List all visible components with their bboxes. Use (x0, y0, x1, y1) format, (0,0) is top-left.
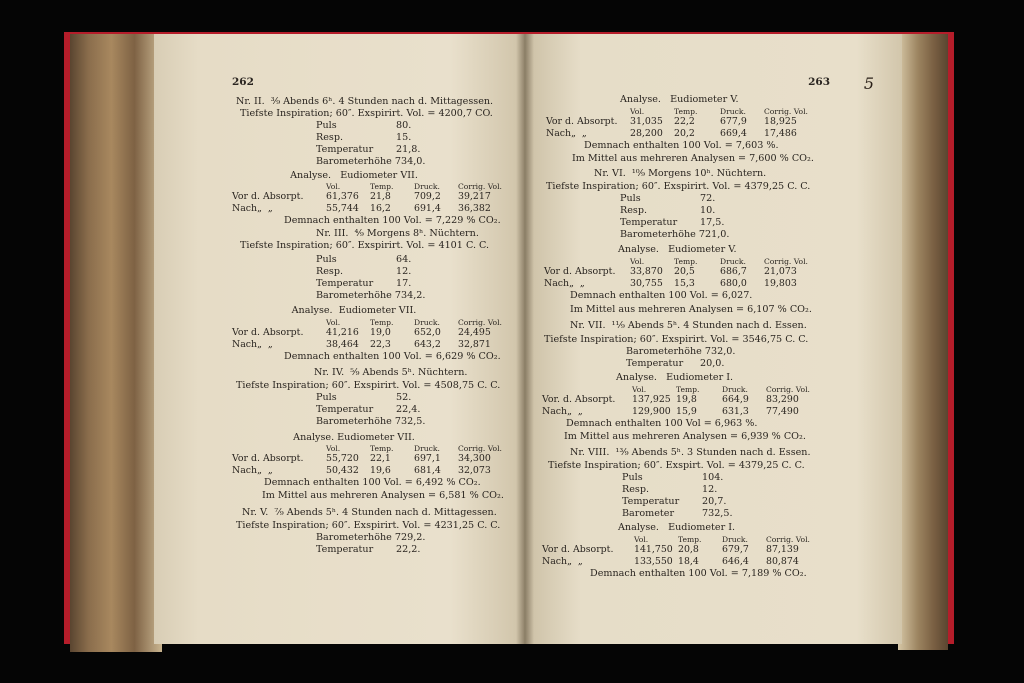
vital-label: Puls (620, 193, 641, 204)
table-row (154, 191, 524, 203)
table-row (524, 406, 902, 418)
table-row (524, 278, 902, 290)
vital-label: Resp. (620, 205, 648, 216)
table-cell: 643,2 (414, 339, 441, 350)
vital-value: 20,0. (700, 358, 725, 369)
result-nr-iii: Demnach enthalten 100 Vol. = 6,629 % CO₂. (284, 351, 501, 362)
vital-value: 80. (396, 120, 412, 131)
heading-nr-vi: Nr. VI. ¹⁰⁄₉ Morgens 10ʰ. Nüchtern. (594, 168, 767, 179)
vital-row (626, 358, 725, 370)
vital-row (622, 496, 727, 508)
analyse-nr-iv: Analyse. Eudiometer VII. (293, 432, 415, 443)
table-cell: 77,490 (766, 406, 799, 417)
table-cell: 32,073 (458, 465, 491, 476)
analyse-nr-vii: Analyse. Eudiometer I. (616, 372, 734, 383)
open-book (64, 28, 954, 656)
column-header: Druck. (720, 257, 746, 266)
row-label: Nach„ „ (232, 339, 273, 350)
table-cell: 679,7 (722, 544, 749, 555)
heading-nr-viii: Nr. VIII. ¹³⁄₉ Abends 5ʰ. 3 Stunden nach d. Essen. (570, 447, 811, 458)
vital-label: Temperatur (316, 144, 374, 155)
row-label: Nach„ „ (542, 406, 583, 417)
result-nr-ii: Demnach enthalten 100 Vol. = 7,229 % CO₂. (284, 215, 501, 226)
column-header: Temp. (370, 318, 394, 327)
result-nr-vii: Demnach enthalten 100 Vol = 6,963 %. (566, 418, 758, 429)
table-cell: 80,874 (766, 556, 799, 567)
table-cell: 30,755 (630, 278, 663, 289)
table-cell: 41,216 (326, 327, 359, 338)
average-nr-vi: Im Mittel aus mehreren Analysen = 6,107 % CO₂. (570, 304, 812, 315)
vital-value: 20,7. (702, 496, 727, 507)
vital-value: 21,8. (396, 144, 421, 155)
average-a: Im Mittel aus mehreren Analysen = 7,600 % CO₂. (572, 153, 814, 164)
margin-mark: 5 (863, 74, 874, 93)
row-label: Vor d. Absorpt. (546, 116, 618, 127)
vital-label: Temperatur (316, 278, 374, 289)
table-cell: 686,7 (720, 266, 747, 277)
column-header: Temp. (678, 535, 702, 544)
table-cell: 691,4 (414, 203, 441, 214)
vital-label: Barometerhöhe 734,0. (316, 156, 426, 167)
heading-nr-iii: Nr. III. ⁴⁄₉ Morgens 8ʰ. Nüchtern. (316, 228, 479, 239)
vital-label: Resp. (316, 266, 344, 277)
right-page (524, 34, 902, 644)
table-cell: 631,3 (722, 406, 749, 417)
vital-row (626, 346, 735, 358)
vital-value: 17. (396, 278, 412, 289)
vital-label: Temperatur (620, 217, 678, 228)
column-header: Druck. (414, 318, 440, 327)
inspiration-nr-viii: Tiefste Inspiration; 60″. Exspirt. Vol. = 4379,25 C. C. (548, 460, 805, 471)
column-header: Corrig. Vol. (766, 535, 810, 544)
result-nr-iv: Demnach enthalten 100 Vol. = 6,492 % CO₂. (264, 477, 481, 488)
column-header: Corrig. Vol. (458, 444, 502, 453)
column-header: Vol. (630, 107, 645, 116)
column-header: Corrig. Vol. (764, 107, 808, 116)
vital-row (316, 416, 425, 428)
row-label: Vor d. Absorpt. (232, 327, 304, 338)
vital-row (316, 532, 425, 544)
vital-row (622, 484, 718, 496)
vital-label: Barometerhöhe 732,0. (626, 346, 736, 357)
vital-value: 12. (396, 266, 412, 277)
vital-row (316, 544, 421, 556)
row-label: Vor d. Absorpt. (542, 544, 614, 555)
vital-label: Resp. (316, 132, 344, 143)
table-row (154, 453, 524, 465)
row-label: Nach„ „ (232, 465, 273, 476)
vital-label: Temperatur (622, 496, 680, 507)
table-cell: 652,0 (414, 327, 441, 338)
inspiration-nr-vii: Tiefste Inspiration; 60″. Exspirirt. Vol. = 3546,75 C. C. (544, 334, 809, 345)
column-header: Vol. (326, 318, 341, 327)
vital-row (622, 508, 733, 520)
analyse-nr-viii: Analyse. Eudiometer I. (618, 522, 736, 533)
vital-row (620, 229, 729, 241)
column-header: Vol. (632, 385, 647, 394)
table-cell: 15,3 (674, 278, 695, 289)
result-nr-viii: Demnach enthalten 100 Vol. = 7,189 % CO₂. (590, 568, 807, 579)
table-cell: 129,900 (632, 406, 671, 417)
vital-row (316, 290, 425, 302)
table-cell: 18,925 (764, 116, 797, 127)
table-cell: 681,4 (414, 465, 441, 476)
table-cell: 87,139 (766, 544, 799, 555)
vital-row (316, 404, 421, 416)
heading-nr-vii: Nr. VII. ¹¹⁄₉ Abends 5ʰ. 4 Stunden nach d. Essen. (570, 320, 807, 331)
inspiration-nr-ii: Tiefste Inspiration; 60″. Exspirirt. Vol. = 4200,7 CO. (240, 108, 493, 119)
table-cell: 664,9 (722, 394, 749, 405)
table-cell: 133,550 (634, 556, 673, 567)
table-cell: 28,200 (630, 128, 663, 139)
table-cell: 22,2 (674, 116, 695, 127)
vital-value: 10. (700, 205, 716, 216)
table-cell: 21,073 (764, 266, 797, 277)
vital-label: Barometerhöhe 734,2. (316, 290, 426, 301)
table-row (524, 556, 902, 568)
vital-value: 732,5. (702, 508, 733, 519)
column-header: Vol. (634, 535, 649, 544)
table-row (524, 128, 902, 140)
vital-value: 17,5. (700, 217, 725, 228)
table-cell: 22,3 (370, 339, 391, 350)
table-cell: 19,0 (370, 327, 391, 338)
table-cell: 20,8 (678, 544, 699, 555)
heading-nr-ii: Nr. II. ³⁄₉ Abends 6ʰ. 4 Stunden nach d. Mittagessen. (236, 96, 494, 107)
vital-value: 64. (396, 254, 412, 265)
column-header: Druck. (720, 107, 746, 116)
book-gutter (516, 34, 534, 644)
column-header: Druck. (722, 385, 748, 394)
table-cell: 55,720 (326, 453, 359, 464)
table-cell: 39,217 (458, 191, 491, 202)
vital-label: Temperatur (316, 404, 374, 415)
column-header: Temp. (370, 444, 394, 453)
result-nr-vi: Demnach enthalten 100 Vol. = 6,027. (570, 290, 753, 301)
vital-row (316, 144, 421, 156)
table-row (154, 203, 524, 215)
column-header: Temp. (370, 182, 394, 191)
column-header: Druck. (414, 444, 440, 453)
table-cell: 680,0 (720, 278, 747, 289)
column-header: Vol. (630, 257, 645, 266)
vital-row (622, 472, 724, 484)
vital-row (316, 266, 412, 278)
table-cell: 17,486 (764, 128, 797, 139)
vital-label: Puls (316, 254, 337, 265)
table-cell: 19,8 (676, 394, 697, 405)
vital-label: Temperatur (316, 544, 374, 555)
table-cell: 137,925 (632, 394, 671, 405)
table-cell: 21,8 (370, 191, 391, 202)
table-row (524, 544, 902, 556)
row-label: Nach„ „ (232, 203, 273, 214)
analyse-nr-ii: Analyse. Eudiometer VII. (290, 170, 418, 181)
column-header: Temp. (674, 257, 698, 266)
table-cell: 19,803 (764, 278, 797, 289)
table-cell: 15,9 (676, 406, 697, 417)
vital-row (316, 278, 412, 290)
table-row (524, 394, 902, 406)
vital-row (316, 254, 412, 266)
vital-label: Temperatur (626, 358, 684, 369)
vital-row (316, 156, 425, 168)
analyse-nr-iii: Analyse. Eudiometer VII. (291, 305, 417, 316)
table-cell: 677,9 (720, 116, 747, 127)
column-header: Corrig. Vol. (764, 257, 808, 266)
average-nr-iv: Im Mittel aus mehreren Analysen = 6,581 % CO₂. (262, 490, 504, 501)
page-edges-right (898, 34, 948, 650)
table-cell: 20,5 (674, 266, 695, 277)
vital-label: Resp. (622, 484, 650, 495)
heading-nr-iv: Nr. IV. ⁵⁄₉ Abends 5ʰ. Nüchtern. (314, 367, 468, 378)
inspiration-nr-vi: Tiefste Inspiration; 60″. Exspirirt. Vol. = 4379,25 C. C. (546, 181, 811, 192)
result-a: Demnach enthalten 100 Vol. = 7,603 %. (584, 140, 779, 151)
table-cell: 22,1 (370, 453, 391, 464)
page-edges-left (70, 34, 162, 652)
page-number-left: 262 (232, 76, 254, 88)
page-number-right: 263 (808, 76, 830, 88)
table-cell: 31,035 (630, 116, 663, 127)
vital-row (620, 193, 716, 205)
column-header: Druck. (722, 535, 748, 544)
vital-value: 104. (702, 472, 724, 483)
table-row (154, 465, 524, 477)
average-nr-vii: Im Mittel aus mehreren Analysen = 6,939 % CO₂. (564, 431, 806, 442)
table-row (154, 327, 524, 339)
column-header: Vol. (326, 444, 341, 453)
table-cell: 50,432 (326, 465, 359, 476)
analyse-nr-vi: Analyse. Eudiometer V. (618, 244, 737, 255)
table-cell: 55,744 (326, 203, 359, 214)
column-header: Vol. (326, 182, 341, 191)
vital-value: 72. (700, 193, 716, 204)
vital-label: Barometerhöhe 721,0. (620, 229, 730, 240)
table-cell: 646,4 (722, 556, 749, 567)
vital-value: 52. (396, 392, 412, 403)
column-header: Temp. (676, 385, 700, 394)
inspiration-nr-iv: Tiefste Inspiration; 60″. Exspirirt. Vol. = 4508,75 C. C. (236, 380, 501, 391)
row-label: Vor d. Absorpt. (232, 191, 304, 202)
vital-row (316, 392, 412, 404)
table-cell: 61,376 (326, 191, 359, 202)
table-cell: 83,290 (766, 394, 799, 405)
table-cell: 34,300 (458, 453, 491, 464)
row-label: Nach„ „ (544, 278, 585, 289)
table-cell: 20,2 (674, 128, 695, 139)
analyse-a: Analyse. Eudiometer V. (620, 94, 739, 105)
vital-row (620, 217, 725, 229)
table-cell: 16,2 (370, 203, 391, 214)
vital-label: Puls (316, 392, 337, 403)
column-header: Temp. (674, 107, 698, 116)
vital-value: 22,2. (396, 544, 421, 555)
vital-label: Barometer (622, 508, 675, 519)
table-cell: 697,1 (414, 453, 441, 464)
row-label: Vor d. Absorpt. (232, 453, 304, 464)
inspiration-nr-iii: Tiefste Inspiration; 60″. Exspirirt. Vol. = 4101 C. C. (240, 240, 490, 251)
table-cell: 36,382 (458, 203, 491, 214)
vital-label: Puls (622, 472, 643, 483)
column-header: Corrig. Vol. (458, 318, 502, 327)
column-header: Corrig. Vol. (766, 385, 810, 394)
vital-row (316, 120, 412, 132)
inspiration-nr-v: Tiefste Inspiration; 60″. Exspirirt. Vol. = 4231,25 C. C. (236, 520, 501, 531)
vital-value: 15. (396, 132, 412, 143)
table-cell: 38,464 (326, 339, 359, 350)
table-row (154, 339, 524, 351)
table-cell: 141,750 (634, 544, 673, 555)
heading-nr-v: Nr. V. ⁷⁄₉ Abends 5ʰ. 4 Stunden nach d. Mittagessen. (242, 507, 497, 518)
row-label: Vor. d. Absorpt. (542, 394, 616, 405)
table-cell: 33,870 (630, 266, 663, 277)
table-cell: 24,495 (458, 327, 491, 338)
table-cell: 19,6 (370, 465, 391, 476)
table-cell: 32,871 (458, 339, 491, 350)
vital-value: 22,4. (396, 404, 421, 415)
table-cell: 18,4 (678, 556, 699, 567)
column-header: Corrig. Vol. (458, 182, 502, 191)
left-page (154, 34, 524, 644)
table-row (524, 266, 902, 278)
vital-label: Puls (316, 120, 337, 131)
table-cell: 669,4 (720, 128, 747, 139)
table-cell: 709,2 (414, 191, 441, 202)
column-header: Druck. (414, 182, 440, 191)
vital-label: Barometerhöhe 729,2. (316, 532, 426, 543)
row-label: Nach„ „ (542, 556, 583, 567)
vital-value: 12. (702, 484, 718, 495)
vital-label: Barometerhöhe 732,5. (316, 416, 426, 427)
row-label: Vor d. Absorpt. (544, 266, 616, 277)
vital-row (620, 205, 716, 217)
table-row (524, 116, 902, 128)
row-label: Nach„ „ (546, 128, 587, 139)
vital-row (316, 132, 412, 144)
